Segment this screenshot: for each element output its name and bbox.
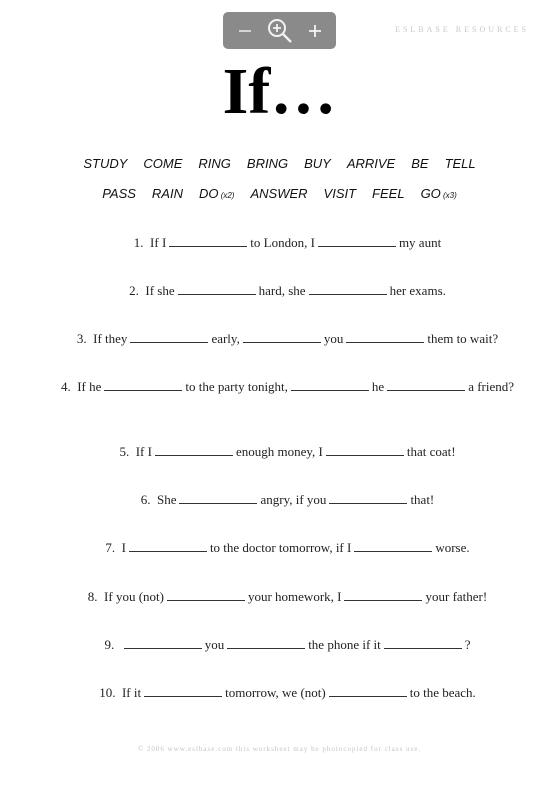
- verb-word-text: VISIT: [323, 186, 357, 201]
- verb-word-text: FEEL: [372, 186, 405, 201]
- verb-word: [102, 186, 136, 201]
- zoom-out-button[interactable]: [229, 15, 261, 47]
- question-item: [60, 443, 515, 460]
- question-text: If I: [135, 444, 152, 459]
- zoom-toolbar: [223, 12, 336, 49]
- question-item: [60, 234, 515, 251]
- verb-word-text: ANSWER: [250, 186, 308, 201]
- question-item: [60, 282, 515, 299]
- question-text: enough money, I: [235, 444, 323, 459]
- question-number: 6.: [140, 492, 151, 507]
- answer-blank[interactable]: [155, 444, 233, 456]
- answer-blank[interactable]: [309, 283, 387, 295]
- verb-word: [152, 186, 183, 201]
- minus-icon: [237, 23, 253, 39]
- answer-blank[interactable]: [384, 637, 462, 649]
- zoom-in-button[interactable]: [299, 15, 331, 47]
- question-text: that!: [410, 492, 435, 507]
- question-text: If you (not): [104, 589, 164, 604]
- question-text: them to wait?: [427, 331, 499, 346]
- answer-blank[interactable]: [354, 540, 432, 552]
- question-item: [60, 684, 515, 701]
- answer-blank[interactable]: [179, 492, 257, 504]
- answer-blank[interactable]: [167, 589, 245, 601]
- answer-blank[interactable]: [387, 379, 465, 391]
- question-text: you: [323, 331, 344, 346]
- verb-word: [372, 186, 405, 201]
- verb-word: COME: [143, 156, 183, 171]
- question-text: She: [156, 492, 177, 507]
- question-text: my aunt: [398, 235, 442, 250]
- verb-list-row-2: [0, 186, 559, 201]
- question-number: 2.: [129, 283, 139, 298]
- question-item: [60, 378, 515, 395]
- question-text: worse.: [435, 540, 470, 555]
- question-text: you: [204, 637, 225, 652]
- magnifier-plus-icon: [266, 17, 294, 45]
- question-text: ?: [464, 637, 471, 652]
- question-text: to the beach.: [409, 685, 476, 700]
- question-number: 7.: [105, 540, 116, 555]
- question-number: 9.: [104, 637, 115, 652]
- question-number: 4.: [60, 379, 71, 394]
- question-number: 8.: [87, 589, 98, 604]
- zoom-reset-button[interactable]: [264, 15, 296, 47]
- question-item: [60, 539, 515, 556]
- question-item: [60, 636, 515, 653]
- verb-word: BRING: [246, 156, 289, 171]
- question-text: to the doctor tomorrow, if I: [209, 540, 352, 555]
- question-text: If it: [121, 685, 142, 700]
- verb-count-note: (x2): [218, 191, 235, 200]
- question-text: angry, if you: [260, 492, 327, 507]
- question-text: that coat!: [406, 444, 456, 459]
- answer-blank[interactable]: [130, 331, 208, 343]
- verb-word: BE: [411, 156, 429, 171]
- question-text: a friend?: [468, 379, 515, 394]
- question-text: If I: [150, 235, 167, 250]
- answer-blank[interactable]: [344, 589, 422, 601]
- question-item: [60, 330, 515, 347]
- question-text: tomorrow, we (not): [225, 685, 326, 700]
- question-text: your homework, I: [247, 589, 342, 604]
- verb-word: TELL: [444, 156, 476, 171]
- answer-blank[interactable]: [104, 379, 182, 391]
- question-text: he: [371, 379, 385, 394]
- question-text: her exams.: [389, 283, 446, 298]
- question-text: If they: [93, 331, 128, 346]
- question-item: [60, 588, 515, 605]
- answer-blank[interactable]: [144, 685, 222, 697]
- question-number: 10.: [99, 685, 116, 700]
- answer-blank[interactable]: [124, 637, 202, 649]
- answer-blank[interactable]: [178, 283, 256, 295]
- verb-word-text: GO: [420, 186, 441, 201]
- verb-word: [199, 186, 235, 201]
- verb-count-note: (x3): [440, 191, 457, 200]
- footer-copyright: © 2006 www.eslbase.com this worksheet may be photocopied for class use.: [137, 745, 422, 753]
- question-text: the phone if it: [308, 637, 381, 652]
- verb-word: ARRIVE: [346, 156, 396, 171]
- answer-blank[interactable]: [329, 492, 407, 504]
- answer-blank[interactable]: [169, 235, 247, 247]
- question-number: 1.: [133, 235, 144, 250]
- question-text: to the party tonight,: [185, 379, 288, 394]
- question-text: to London, I: [250, 235, 315, 250]
- question-text: early,: [211, 331, 240, 346]
- question-text: If she: [145, 283, 175, 298]
- question-text: your father!: [425, 589, 488, 604]
- verb-list-row-1: [0, 156, 559, 171]
- answer-blank[interactable]: [243, 331, 321, 343]
- verb-word: [250, 186, 307, 201]
- question-number: 3.: [76, 331, 87, 346]
- verb-word: [421, 186, 457, 201]
- verb-word: RING: [198, 156, 231, 171]
- question-text: I: [121, 540, 126, 555]
- verb-word-text: PASS: [102, 186, 136, 201]
- page-title: If…: [222, 55, 337, 128]
- verb-word: BUY: [304, 156, 331, 171]
- answer-blank[interactable]: [318, 235, 396, 247]
- question-number: 5.: [119, 444, 130, 459]
- answer-blank[interactable]: [129, 540, 207, 552]
- answer-blank[interactable]: [227, 637, 305, 649]
- answer-blank[interactable]: [291, 379, 369, 391]
- verb-word-text: RAIN: [151, 186, 183, 201]
- answer-blank[interactable]: [326, 444, 404, 456]
- answer-blank[interactable]: [346, 331, 424, 343]
- verb-word-text: DO: [198, 186, 219, 201]
- verb-word: [324, 186, 357, 201]
- question-text: If he: [77, 379, 102, 394]
- answer-blank[interactable]: [329, 685, 407, 697]
- verb-word: STUDY: [83, 156, 128, 171]
- plus-icon: [307, 23, 323, 39]
- question-item: [60, 491, 515, 508]
- question-text: hard, she: [258, 283, 306, 298]
- brand-watermark: ESLBASE RESOURCES: [395, 25, 529, 34]
